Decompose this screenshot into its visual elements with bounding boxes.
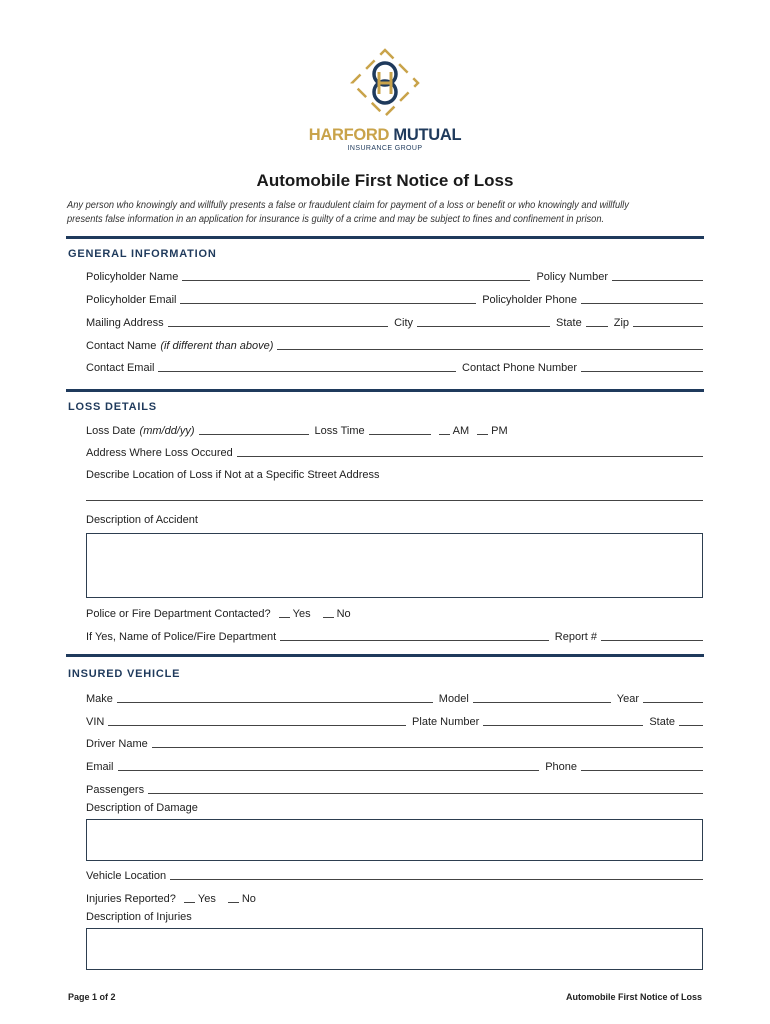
contact-email-label: Contact Email [86,362,155,374]
accident-description-box[interactable] [86,533,703,598]
report-number-label: Report # [554,631,597,643]
police-name-field[interactable] [280,630,549,641]
loss-time-label: Loss Time [314,425,365,437]
zip-label: Zip [613,317,629,329]
describe-location-field[interactable] [86,500,703,501]
loss-address-label: Address Where Loss Occured [86,447,233,459]
policyholder-email-field[interactable] [180,293,476,304]
plate-number-field[interactable] [483,715,643,726]
section-heading-loss: LOSS DETAILS [68,401,157,413]
model-label: Model [438,693,469,705]
fraud-disclaimer: Any person who knowingly and willfully presents a false or fraudulent claim for payment of a loss or benefit or who knowingly and willfully presents false information in an application for insurance is guilty of a crime and may be subject to fines and confinement in prison. [67,200,629,225]
driver-name-label: Driver Name [86,738,148,750]
plate-number-label: Plate Number [412,716,480,728]
loss-address-field[interactable] [237,446,703,457]
contact-name-field[interactable] [277,339,703,350]
section-heading-general: GENERAL INFORMATION [68,248,217,260]
injuries-no-option[interactable]: No [228,892,256,905]
policyholder-email-label: Policyholder Email [86,294,177,306]
section-divider [66,654,704,657]
driver-email-label: Email [86,761,114,773]
vin-field[interactable] [108,715,406,726]
policyholder-name-label: Policyholder Name [86,271,179,283]
section-heading-vehicle: INSURED VEHICLE [68,668,181,680]
footer-doc-title: Automobile First Notice of Loss [565,992,702,1002]
driver-phone-label: Phone [545,761,577,773]
loss-date-field[interactable] [199,424,309,435]
vehicle-state-label: State [649,716,675,728]
policyholder-phone-field[interactable] [581,293,703,304]
section-divider [66,389,704,392]
harford-mutual-logo [300,48,470,158]
vehicle-location-field[interactable] [170,869,703,880]
row-mailing-address [86,315,703,329]
row-vin [86,714,703,728]
injuries-yes-option[interactable]: Yes [184,892,216,905]
row-loss-date [86,423,703,437]
report-number-field[interactable] [601,630,703,641]
model-field[interactable] [473,692,611,703]
mailing-address-field[interactable] [168,316,388,327]
row-make [86,691,703,705]
row-email [86,759,703,773]
vehicle-state-field[interactable] [679,715,703,726]
city-label: City [394,317,414,329]
contact-phone-label: Contact Phone Number [462,362,577,374]
form-title: Automobile First Notice of Loss [256,171,514,190]
policy-number-field[interactable] [612,270,703,281]
am-option[interactable]: AM [439,424,470,437]
loss-time-field[interactable] [369,424,431,435]
row-loss-address [86,445,703,459]
contact-name-label: Contact Name [86,340,157,352]
year-field[interactable] [643,692,703,703]
make-field[interactable] [117,692,433,703]
policy-number-label: Policy Number [536,271,608,283]
damage-description-box[interactable] [86,819,703,861]
state-field[interactable] [586,316,608,327]
accident-description-label: Description of Accident [86,514,198,526]
state-label: State [556,317,582,329]
police-yes-option[interactable]: Yes [279,607,311,620]
row-injuries [86,891,703,905]
injuries-reported-label: Injuries Reported? [86,893,176,905]
section-divider [66,236,704,239]
passengers-field[interactable] [148,783,703,794]
policyholder-phone-label: Policyholder Phone [482,294,577,306]
contact-phone-field[interactable] [581,361,703,372]
logo-mark-icon [350,48,420,118]
driver-email-field[interactable] [118,760,540,771]
passengers-label: Passengers [86,784,145,796]
injuries-description-box[interactable] [86,928,703,970]
police-no-option[interactable]: No [323,607,351,620]
row-contact-name [86,338,703,352]
police-contacted-label: Police or Fire Department Contacted? [86,608,271,620]
page-number: Page 1 of 2 [68,992,116,1002]
contact-email-field[interactable] [158,361,456,372]
row-driver-name [86,736,703,750]
make-label: Make [86,693,113,705]
row-policyholder-name [86,269,703,283]
describe-location-label: Describe Location of Loss if Not at a Specific Street Address [86,469,380,481]
zip-field[interactable] [633,316,703,327]
row-passengers [86,782,703,796]
logo-subtitle: INSURANCE GROUP [347,145,423,152]
mailing-address-label: Mailing Address [86,317,164,329]
vin-label: VIN [86,716,105,728]
row-policyholder-email [86,292,703,306]
contact-name-note: (if different than above) [160,340,274,352]
driver-phone-field[interactable] [581,760,703,771]
loss-date-label: Loss Date [86,425,136,437]
row-police-name [86,629,703,643]
city-field[interactable] [417,316,550,327]
vehicle-location-label: Vehicle Location [86,870,167,882]
logo-wordmark: HARFORD MUTUAL [308,126,462,144]
pm-option[interactable]: PM [477,424,508,437]
driver-name-field[interactable] [152,737,703,748]
police-name-label: If Yes, Name of Police/Fire Department [86,631,277,643]
row-contact-email [86,360,703,374]
loss-date-format: (mm/dd/yy) [139,425,195,437]
injuries-description-label: Description of Injuries [86,911,192,923]
row-vehicle-location [86,868,703,882]
policyholder-name-field[interactable] [182,270,530,281]
damage-description-label: Description of Damage [86,802,198,814]
year-label: Year [616,693,639,705]
row-police-contacted [86,606,703,620]
